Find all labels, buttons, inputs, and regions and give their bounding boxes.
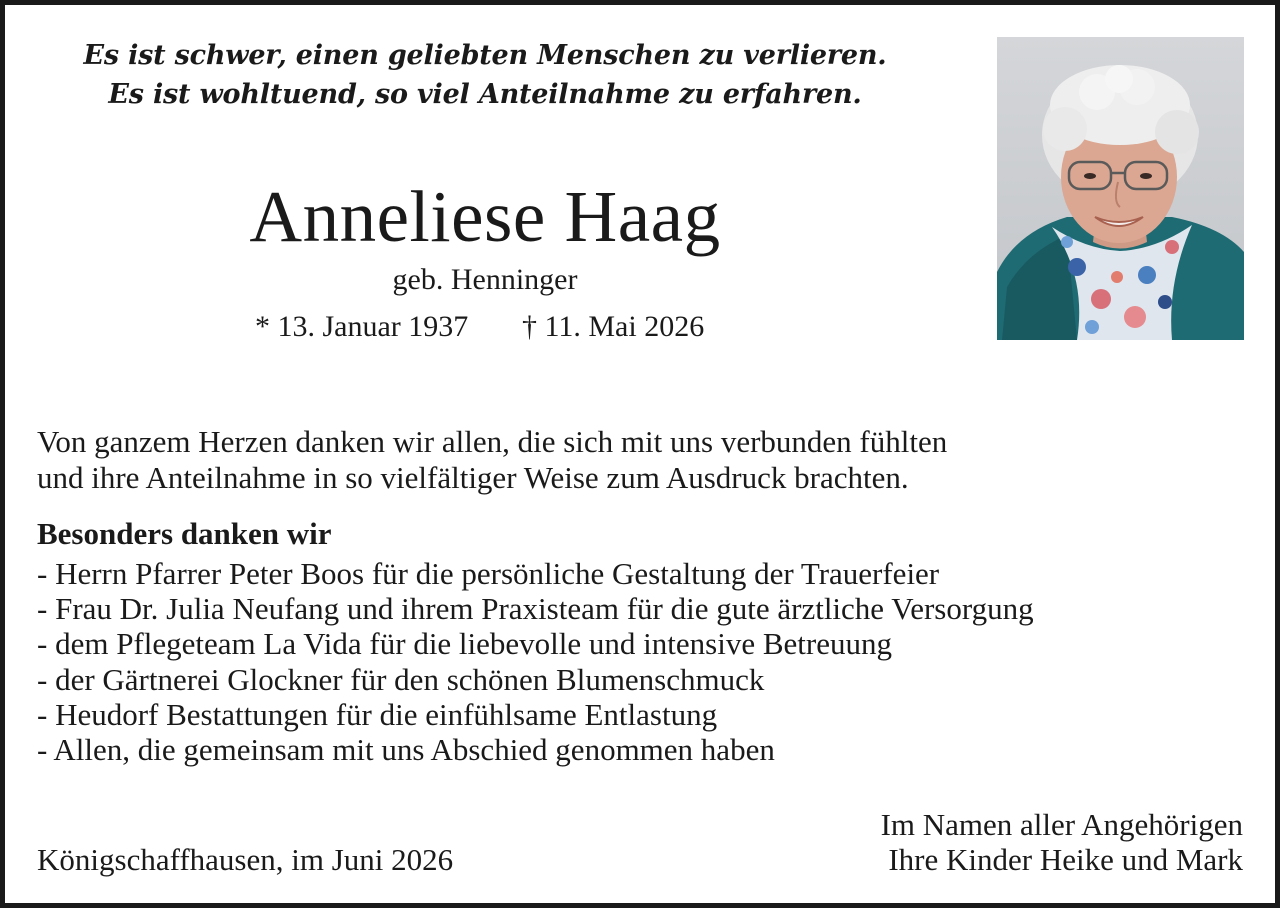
place-date: Königschaffhausen, im Juni 2026 xyxy=(37,842,454,877)
special-thanks-heading: Besonders danken wir xyxy=(37,516,332,551)
special-thanks-list xyxy=(37,556,1034,767)
portrait-illustration xyxy=(997,37,1244,340)
motto-line-1: Es ist schwer, einen geliebten Menschen zu verlieren. xyxy=(83,40,887,71)
portrait-photo xyxy=(997,37,1244,340)
list-item: - Herrn Pfarrer Peter Boos für die persönliche Gestaltung der Trauerfeier xyxy=(37,556,940,591)
signature-line-1: Im Namen aller Angehörigen xyxy=(880,807,1243,842)
thanks-line-2: und ihre Anteilnahme in so vielfältiger Weise zum Ausdruck brachten. xyxy=(37,460,909,495)
deceased-name: Anneliese Haag xyxy=(249,176,721,257)
thanks-line-1: Von ganzem Herzen danken wir allen, die sich mit uns verbunden fühlten xyxy=(37,424,948,459)
list-item: - dem Pflegeteam La Vida für die liebevolle und intensive Betreuung xyxy=(37,626,892,662)
birth-name: geb. Henninger xyxy=(392,263,578,296)
list-item: - Frau Dr. Julia Neufang und ihrem Praxisteam für die gute ärztliche Versorgung xyxy=(37,591,1034,627)
signature-line-2: Ihre Kinder Heike und Mark xyxy=(888,842,1243,877)
list-item: - Allen, die gemeinsam mit uns Abschied genommen haben xyxy=(37,732,775,768)
motto-line-2: Es ist wohltuend, so viel Anteilnahme zu erfahren. xyxy=(108,79,862,110)
birth-date: * 13. Januar 1937 xyxy=(255,310,469,343)
death-date: † 11. Mai 2026 xyxy=(522,310,705,343)
list-item: - Heudorf Bestattungen für die einfühlsame Entlastung xyxy=(37,696,718,732)
list-item: - der Gärtnerei Glockner für den schönen Blumenschmuck xyxy=(37,661,765,697)
